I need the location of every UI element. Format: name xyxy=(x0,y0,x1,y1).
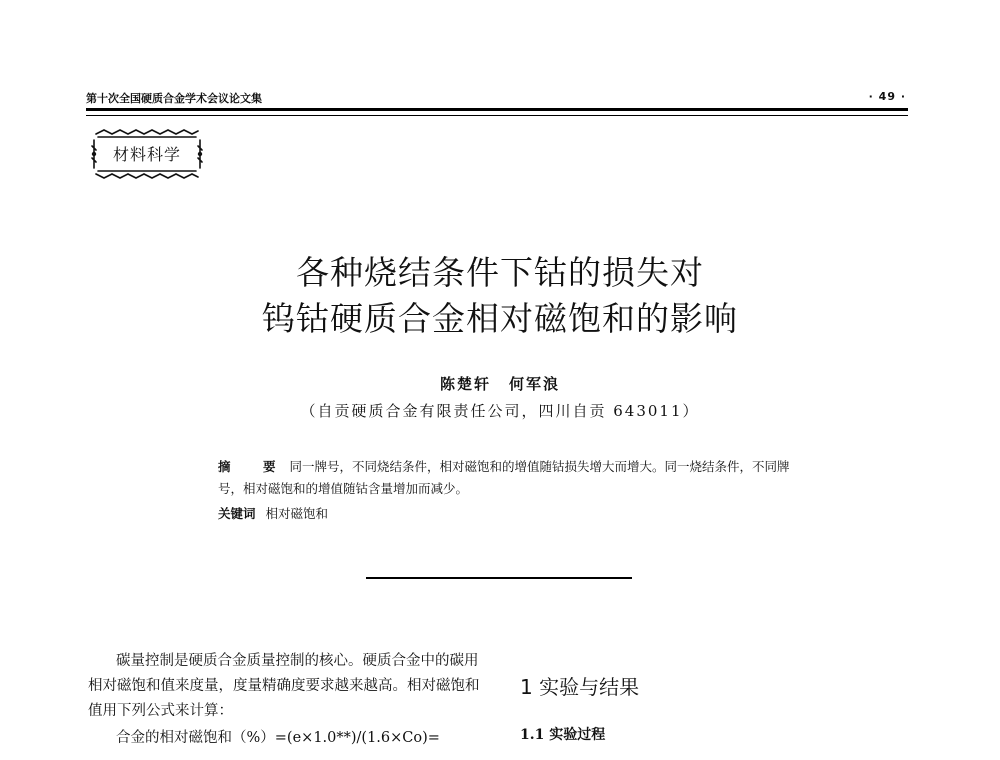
paper-title xyxy=(0,250,1000,342)
title-line-2: 钨钴硬质合金相对磁饱和的影响 xyxy=(262,299,738,338)
header-rule-thin xyxy=(86,115,908,116)
body-column-left xyxy=(88,649,488,751)
abstract-divider xyxy=(366,577,632,579)
author-name: 陈楚轩 xyxy=(439,375,491,393)
formula-line: 合金的相对磁饱和（%）=(e×1.0**)/(1.6×Co)= xyxy=(116,730,440,746)
abstract-label: 摘 要 xyxy=(218,459,286,474)
page-number: · 49 · xyxy=(868,90,906,103)
abstract xyxy=(218,456,798,500)
title-line-1: 各种烧结条件下钴的损失对 xyxy=(296,253,704,292)
keywords xyxy=(218,503,798,525)
author-list xyxy=(0,373,1000,394)
section-tag xyxy=(90,128,204,180)
affiliation: （自贡硬质合金有限责任公司，四川自贡 643011） xyxy=(300,402,700,420)
body-paragraph: 碳量控制是硬质合金质量控制的核心。硬质合金中的碳用相对磁饱和值来度量，度量精确度要求越来越高。相对磁饱和值用下列公式来计算： xyxy=(88,653,480,719)
header-rule-thick xyxy=(86,108,908,111)
keywords-label: 关键词 xyxy=(218,506,256,521)
section-tag-label: 材料科学 xyxy=(112,145,181,164)
journal-title: 第十次全国硬质合金学术会议论文集 xyxy=(86,92,262,105)
section-heading: 1 实验与结果 xyxy=(520,675,640,699)
keywords-text: 相对磁饱和 xyxy=(265,506,329,521)
subsection-heading: 1.1 实验过程 xyxy=(520,727,606,743)
running-header xyxy=(86,88,906,106)
author-name: 何军浪 xyxy=(509,375,561,393)
body-column-right xyxy=(520,672,920,746)
abstract-text: 同一牌号，不同烧结条件，相对磁饱和的增值随钴损失增大而增大。同一烧结条件，不同牌号，相对磁饱和的增值随钴含量增加而减少。 xyxy=(218,459,790,496)
